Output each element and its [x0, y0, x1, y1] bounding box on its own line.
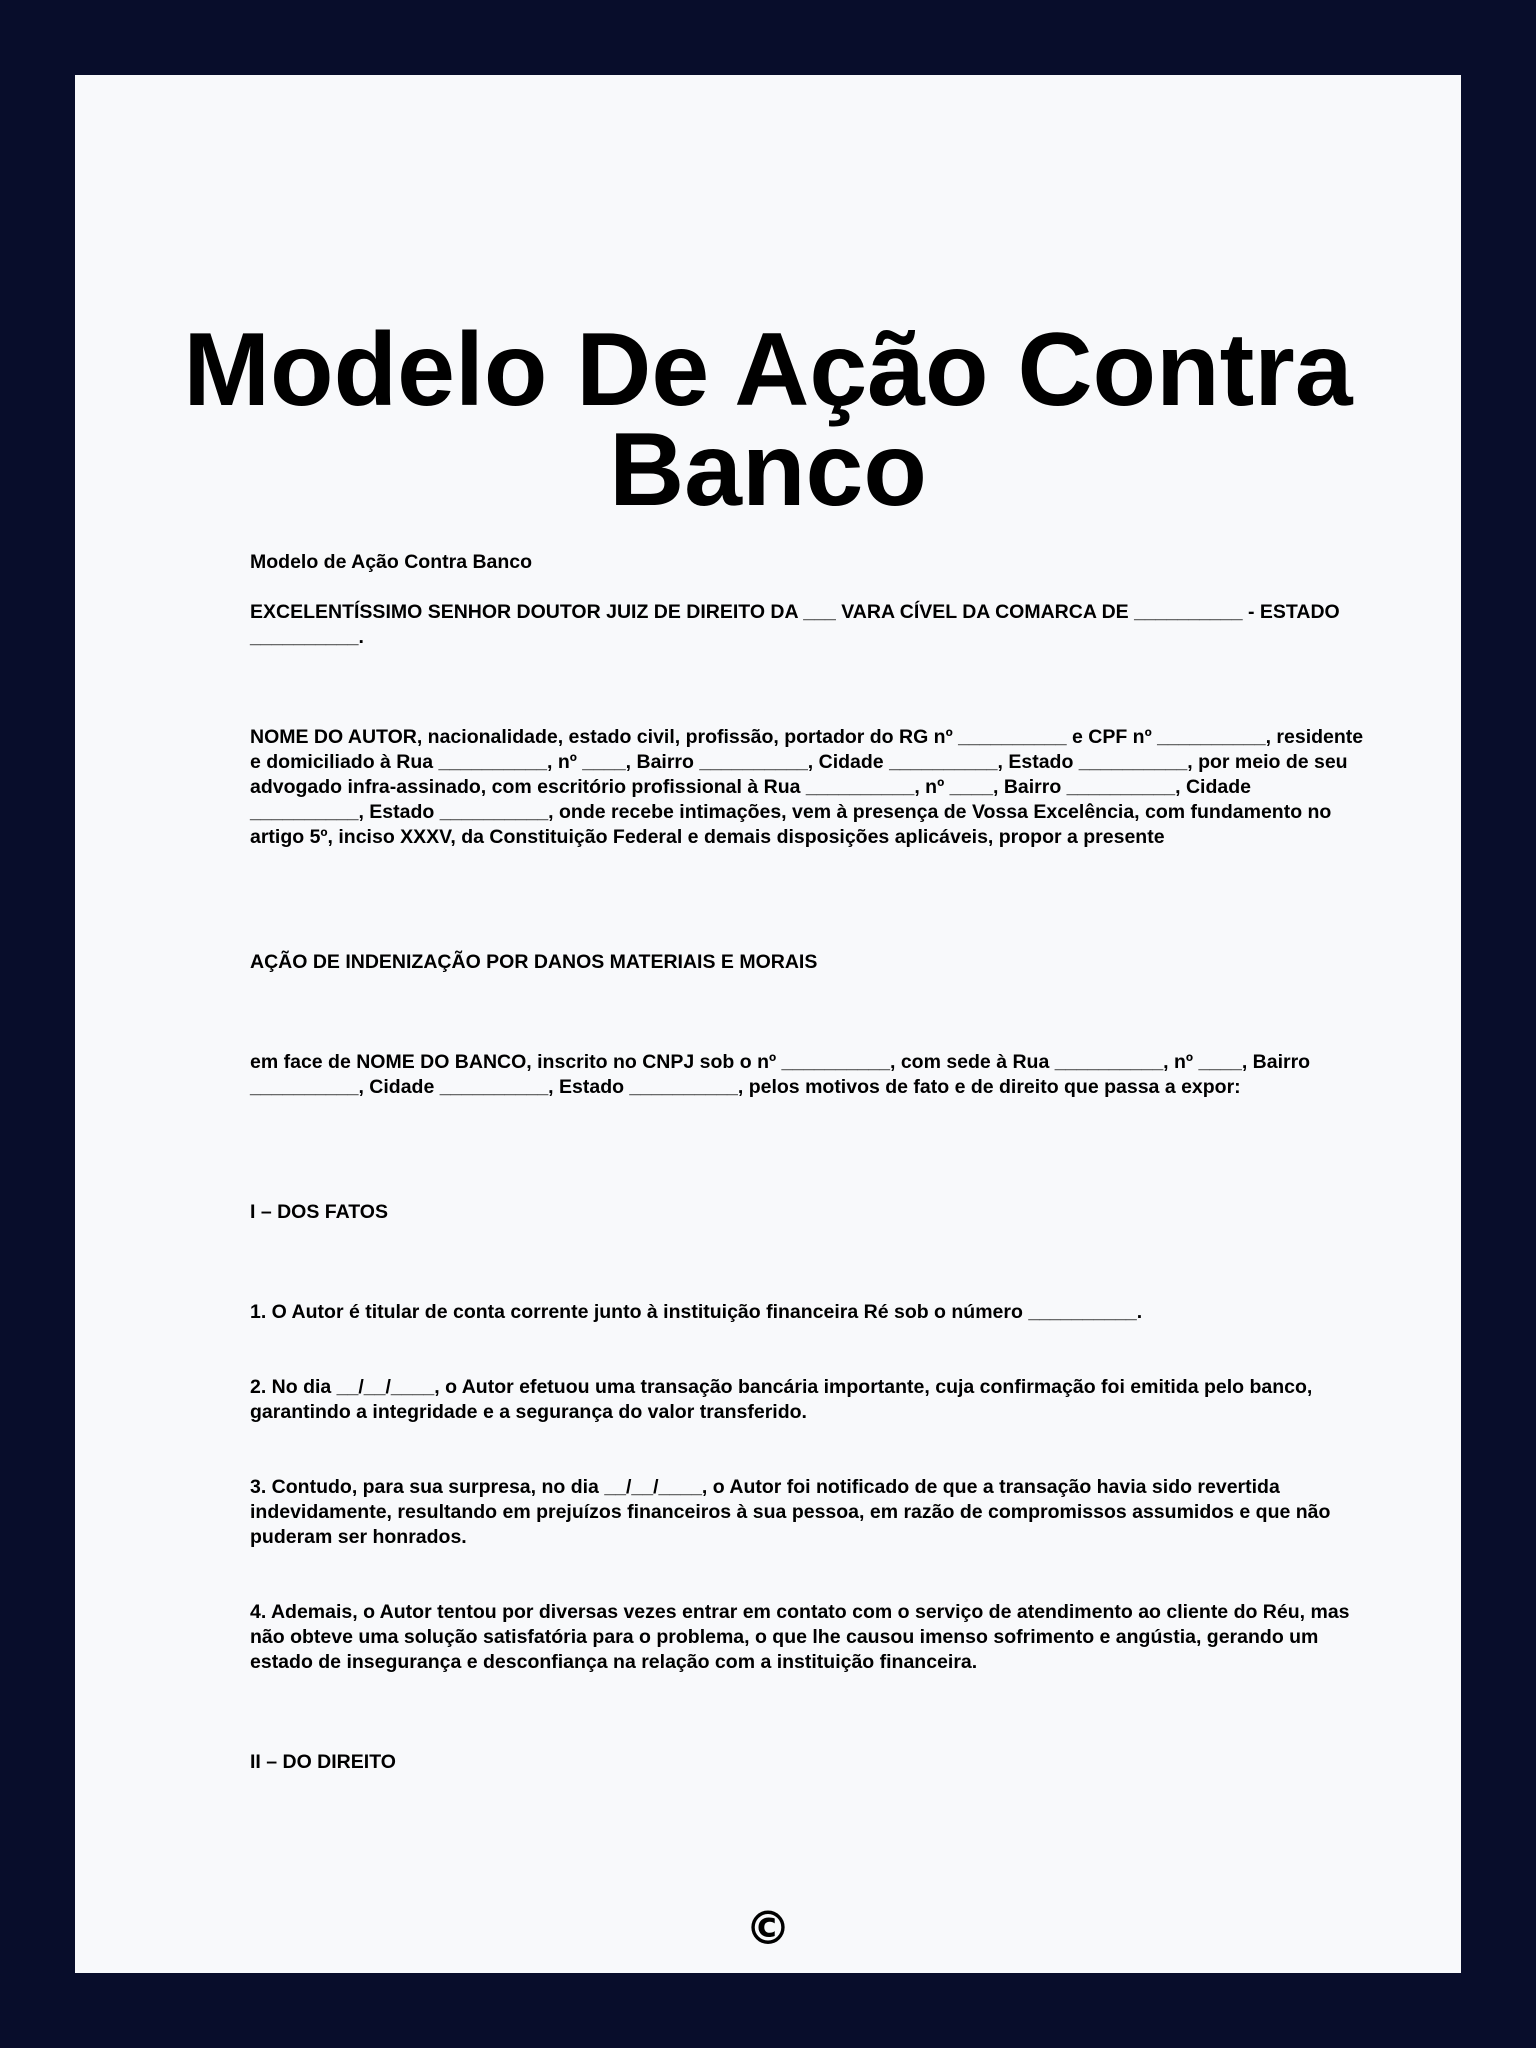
- action-title: AÇÃO DE INDENIZAÇÃO POR DANOS MATERIAIS E MORAIS: [250, 951, 818, 973]
- fact-item-4: 4. Ademais, o Autor tentou por diversas vezes entrar em contato com o serviço de atendimento ao cliente do Réu, mas não obteve uma solução satisfatória para o problema, o que lhe causou imenso sofrimento e angústia, gerando um estado de insegurança e desconfiança na relação com a instituição financeira.: [250, 1601, 1350, 1673]
- section-heading-facts: I – DOS FATOS: [250, 1201, 388, 1223]
- defendant-paragraph: em face de NOME DO BANCO, inscrito no CNPJ sob o nº __________, com sede à Rua __________, nº ____, Bairro __________, Cidade __________, Estado __________, pelos motivos de fato e de direito que passa a expor:: [250, 1051, 1311, 1098]
- fact-item-2: 2. No dia __/__/____, o Autor efetuou uma transação bancária importante, cuja confirmação foi emitida pelo banco, garantindo a integridade e a segurança do valor transferido.: [250, 1376, 1313, 1423]
- subtitle: Modelo de Ação Contra Banco: [250, 551, 533, 573]
- document-page: [75, 75, 1461, 1973]
- document-title: Modelo De Ação Contra Banco: [183, 312, 1353, 528]
- section-heading-law: II – DO DIREITO: [250, 1751, 396, 1773]
- fact-item-3: 3. Contudo, para sua surpresa, no dia __/__/____, o Autor foi notificado de que a transação havia sido revertida indevidamente, resultando em prejuízos financeiros à sua pessoa, em razão de compromissos assumidos e que não puderam ser honrados.: [250, 1476, 1331, 1548]
- copyright-icon: ©: [745, 1901, 791, 1955]
- author-qualification-paragraph: NOME DO AUTOR, nacionalidade, estado civil, profissão, portador do RG nº __________ e CPF nº __________, residente e domiciliado à Rua __________, nº ____, Bairro __________, Cidade __________, Estado __________, por meio de seu advogado infra-assinado, com escritório profissional à Rua __________, nº ____, Bairro __________, Cidade __________, Estado __________, onde recebe intimações, vem à presença de Vossa Excelência, com fundamento no artigo 5º, inciso XXXV, da Constituição Federal e demais disposições aplicáveis, propor a presente: [250, 726, 1364, 848]
- addressee-paragraph: EXCELENTÍSSIMO SENHOR DOUTOR JUIZ DE DIREITO DA ___ VARA CÍVEL DA COMARCA DE __________ - ESTADO __________.: [250, 601, 1340, 648]
- fact-item-1: 1. O Autor é titular de conta corrente junto à instituição financeira Ré sob o número __________.: [250, 1301, 1143, 1323]
